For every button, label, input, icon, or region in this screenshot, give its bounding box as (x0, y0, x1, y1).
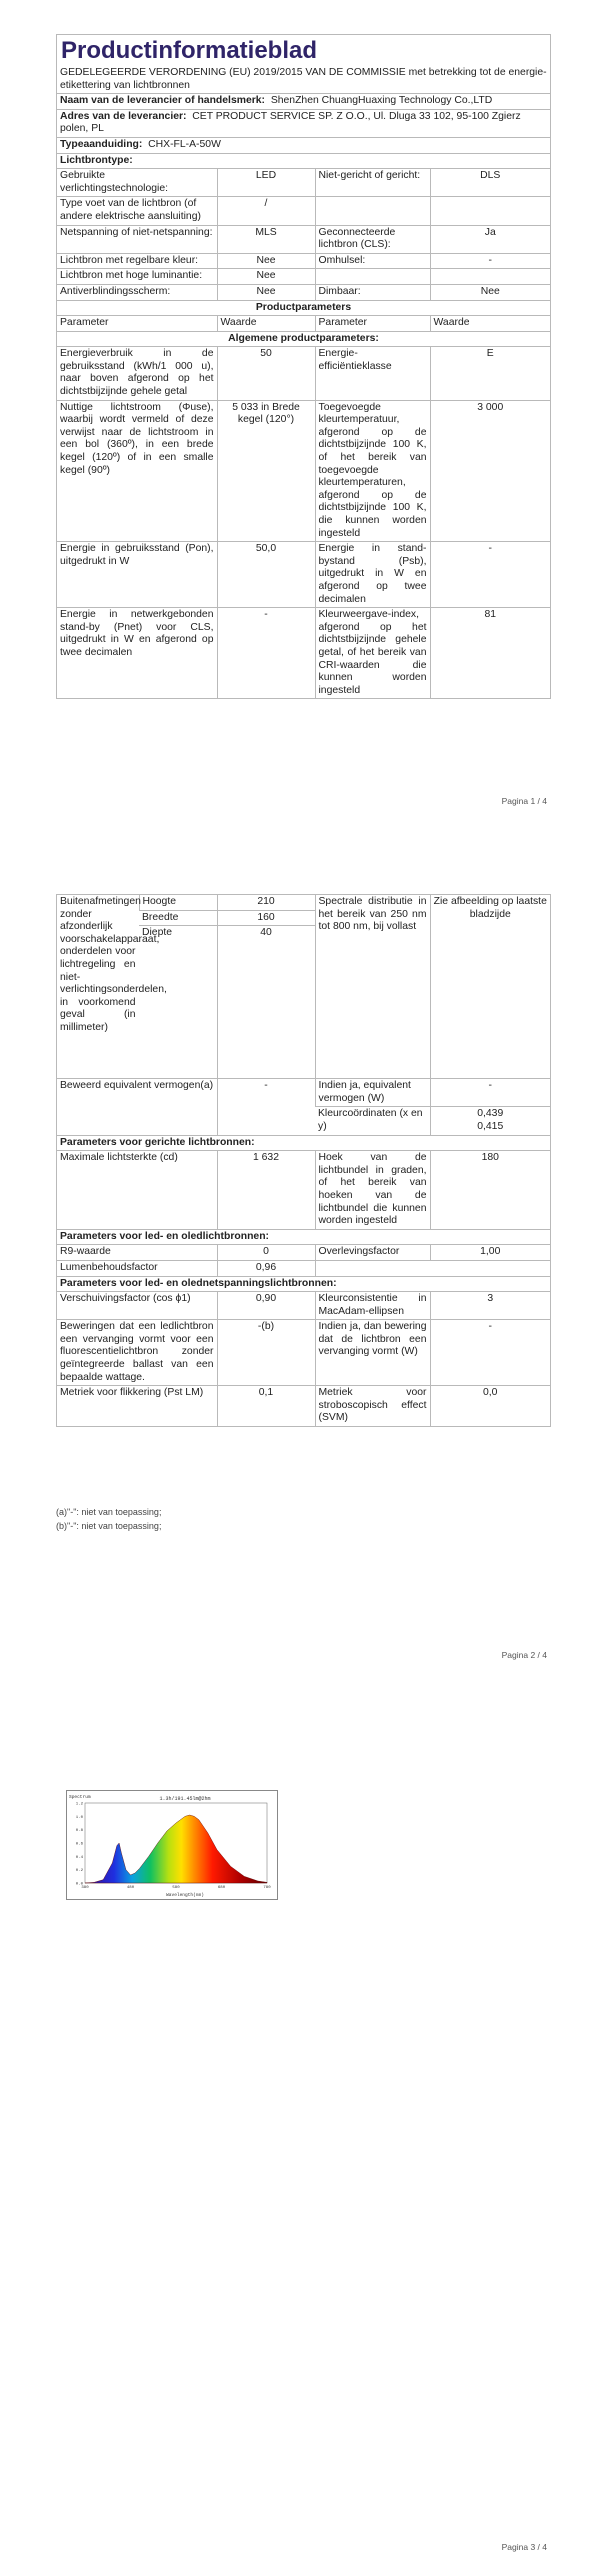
cell-label: Diepte (139, 926, 217, 1079)
table-row (57, 1229, 550, 1245)
plot-area (76, 1803, 271, 1891)
cell-label (315, 269, 430, 285)
info-sheet-continued (56, 894, 551, 1427)
cell-label: Verschuivingsfactor (cos ϕ1) (57, 1292, 217, 1320)
page-3 (0, 1720, 603, 2560)
page-number: Pagina 3 / 4 (501, 2542, 547, 2552)
cell-label (57, 1079, 217, 1135)
address-row (57, 109, 550, 137)
column-header: Waarde (430, 316, 550, 332)
cell-label (315, 197, 430, 225)
cell-label: Energie in stand-bystand (Psb), uitgedrukt in W en afgerond op twee decimalen (315, 542, 430, 608)
dims-table (57, 895, 550, 1426)
cell-label: Metriek voor stroboscopisch effect (SVM) (315, 1386, 430, 1426)
cell-label: Energie-efficiëntieklasse (315, 347, 430, 400)
table-row (57, 269, 550, 285)
chromaticity-y: 0,415 (477, 1120, 504, 1132)
regulation-text: GEDELEGEERDE VERORDENING (EU) 2019/2015 VAN DE COMMISSIE met betrekking tot de energie-etikettering van lichtbronnen (60, 67, 547, 91)
cell-value: MLS (217, 225, 315, 253)
page-title: Productinformatieblad (61, 37, 318, 64)
cell-value: - (430, 542, 550, 608)
cell-value: Nee (217, 284, 315, 300)
cell-label: Energie in netwerkgebonden stand-by (Pnet) voor CLS, uitgedrukt in W en afgerond op twee decimalen (57, 608, 217, 699)
y-tick-label: 0.6 (75, 1842, 83, 1847)
address-value: CET PRODUCT SERVICE SP. Z O.O., Ul. Dluga 33 102, 95-100 Zgierz polen, PL (60, 110, 521, 135)
cell-label: Netspanning of niet-netspanning: (57, 225, 217, 253)
cell-value: 180 (430, 1151, 550, 1230)
cell-value (430, 269, 550, 285)
cell-label: Spectrale distributie in het bereik van 250 nm tot 800 nm, bij vollast (315, 895, 430, 1079)
chromaticity-x: 0,439 (477, 1108, 504, 1120)
column-header: Parameter (57, 316, 217, 332)
cell-value: Zie afbeelding op laatste bladzijde (430, 895, 550, 1079)
cell-label: Indien ja, equivalent vermogen (W) (315, 1079, 430, 1107)
table-row (57, 1135, 550, 1151)
table-row (57, 1386, 550, 1426)
product-params-heading: Productparameters (57, 300, 550, 316)
model-label: Typeaanduiding: (60, 138, 143, 150)
cell-label: Toegevoegde kleurtemperatuur, afgerond op de dichtstbijzijnde 100 K, of het bereik van toegevoegde kleurtemperaturen, afgerond op de dichtstbijzijnde 100 K, die kunnen worden ingesteld (315, 400, 430, 542)
led-params-heading: Parameters voor led- en oledlichtbronnen: (57, 1229, 550, 1245)
cell-value: 0,0 (430, 1386, 550, 1426)
page-number: Pagina 1 / 4 (501, 796, 547, 806)
cell-value: Ja (430, 225, 550, 253)
y-tick-label: 0.4 (75, 1855, 83, 1860)
page-1 (0, 0, 603, 810)
table-row (57, 1245, 550, 1261)
mains-params-heading: Parameters voor led- en olednetspanningslichtbronnen: (57, 1276, 550, 1292)
cell-value: - (430, 1320, 550, 1386)
cell-value: - (430, 1079, 550, 1107)
cell-value: 210 (217, 895, 315, 910)
cell-label: Overlevingsfactor (315, 1245, 430, 1261)
table-row (57, 253, 550, 269)
info-sheet (56, 34, 551, 699)
cell-value: Nee (217, 269, 315, 285)
cell-label: Lumenbehoudsfactor (57, 1260, 217, 1276)
cell-value: DLS (430, 169, 550, 197)
cell-label: Kleurcoördinaten (x en y) (315, 1107, 430, 1135)
general-params-heading: Algemene productparameters: (57, 331, 550, 347)
cell-value: LED (217, 169, 315, 197)
cell-value: 0,96 (217, 1260, 315, 1276)
table-row (57, 1276, 550, 1292)
spectrum-chart (66, 1790, 278, 1900)
cell-value: E (430, 347, 550, 400)
column-header: Waarde (217, 316, 315, 332)
cell-value: 0,90 (217, 1292, 315, 1320)
table-row (57, 1079, 550, 1107)
page-2 (0, 860, 603, 1670)
cell-label: Niet-gericht of gericht: (315, 169, 430, 197)
cell-label: Lichtbron met regelbare kleur: (57, 253, 217, 269)
x-tick-label: 780 (263, 1886, 271, 1890)
cell-value: Nee (430, 284, 550, 300)
cell-value: 160 (217, 910, 315, 926)
cell-value: 1 632 (217, 1151, 315, 1230)
y-axis-label: Spectrum (69, 1795, 91, 1800)
table-row (57, 542, 550, 608)
cell-value (430, 1107, 550, 1135)
cell-value: 40 (217, 926, 315, 1079)
x-tick-label: 680 (217, 1886, 226, 1890)
spectrum-svg (67, 1791, 277, 1899)
cell-label: Antiverblindingsscherm: (57, 284, 217, 300)
cell-value: 50,0 (217, 542, 315, 608)
cell-label: Lichtbron met hoge luminantie: (57, 269, 217, 285)
table-row (57, 347, 550, 400)
cell-label: Omhulsel: (315, 253, 430, 269)
x-axis-label: Wavelength(nm) (166, 1893, 204, 1898)
cell-label: Hoek van de lichtbundel in graden, of het bereik van hoeken van de lichtbundel die kunnen worden ingesteld (315, 1151, 430, 1230)
y-tick-label: 1.0 (75, 1815, 83, 1820)
x-tick-label: 380 (81, 1886, 89, 1890)
cell-value: 81 (430, 608, 550, 699)
cell-label: Energieverbruik in de gebruiksstand (kWh/1 000 u), naar boven afgerond op het dichtstbijzijnde gehele getal (57, 347, 217, 400)
directional-params-heading: Parameters voor gerichte lichtbronnen: (57, 1135, 550, 1151)
cell-label: Hoogte (139, 895, 217, 910)
cell-label: Geconnecteerde lichtbron (CLS): (315, 225, 430, 253)
y-tick-label: 0.0 (75, 1882, 83, 1887)
cell-label: Kleurweergave-index, afgerond op het dichtstbijzijnde gehele getal, of het bereik van CRI-waarden die kunnen worden ingesteld (315, 608, 430, 699)
cell-value: 0 (217, 1245, 315, 1261)
table-row (57, 169, 550, 197)
y-tick-label: 0.2 (75, 1869, 83, 1874)
equivalent-power-label: Beweerd equivalent vermogen(a) (60, 1080, 214, 1092)
cell-label: Metriek voor flikkering (Pst LM) (57, 1386, 217, 1426)
model-row (57, 137, 550, 153)
cell-empty (315, 1260, 550, 1276)
cell-label: Breedte (139, 910, 217, 926)
supplier-row (57, 93, 550, 109)
cell-value: 3 000 (430, 400, 550, 542)
address-label: Adres van de leverancier: (60, 110, 187, 122)
page-number: Pagina 2 / 4 (501, 1650, 547, 1660)
cell-value: Nee (217, 253, 315, 269)
cell-value: / (217, 197, 315, 225)
cell-value: 1,00 (430, 1245, 550, 1261)
cell-label: Type voet van de lichtbron (of andere elektrische aansluiting) (57, 197, 217, 225)
table-row (57, 400, 550, 542)
cell-value: 0,1 (217, 1386, 315, 1426)
table-row (57, 1292, 550, 1320)
lightsource-table (57, 168, 550, 698)
lightsource-type-heading: Lichtbrontype: (57, 153, 550, 169)
cell-value: 5 033 in Brede kegel (120°) (217, 400, 315, 542)
y-tick-label: 1.2 (75, 1802, 83, 1807)
table-row (57, 895, 550, 910)
model-value: CHX-FL-A-50W (148, 138, 221, 150)
cell-label: Kleurconsistentie in MacAdam-ellipsen (315, 1292, 430, 1320)
cell-value: - (430, 253, 550, 269)
cell-label: Buitenafmetingen zonder afzonderlijk voorschakelapparaat, onderdelen voor lichtregeling en niet-verlichtingsonderdelen, in voorkomend geval (in millimeter) (60, 896, 167, 1033)
table-row (57, 1320, 550, 1386)
table-row (57, 1151, 550, 1230)
table-row (57, 197, 550, 225)
supplier-label: Naam van de leverancier of handelsmerk: (60, 95, 266, 107)
y-tick-label: 0.8 (75, 1829, 83, 1834)
spectrum-area (85, 1815, 267, 1883)
table-row (57, 284, 550, 300)
cell-label: Dimbaar: (315, 284, 430, 300)
table-row (57, 225, 550, 253)
footnote-a: (a)"-": niet van toepassing; (56, 1507, 162, 1517)
cell-value: - (217, 608, 315, 699)
cell-label: Gebruikte verlichtingstechnologie: (57, 169, 217, 197)
column-header: Parameter (315, 316, 430, 332)
footnote-b: (b)"-": niet van toepassing; (56, 1521, 162, 1531)
cell-value: 50 (217, 347, 315, 400)
cell-value: 3 (430, 1292, 550, 1320)
chart-title: 1.3h/191.45lm@2hm (159, 1796, 211, 1802)
table-row (57, 1260, 550, 1276)
footnotes (56, 1505, 161, 1533)
cell-label: Maximale lichtsterkte (cd) (57, 1151, 217, 1230)
cell-label: Nuttige lichtstroom (Φuse), waarbij wordt vermeld of deze verwijst naar de lichtstroom in een bol (360º), in een brede kegel (120º) of in een smalle kegel (90º) (57, 400, 217, 542)
table-row (57, 300, 550, 316)
table-header-row (57, 316, 550, 332)
cell-label: R9-waarde (57, 1245, 217, 1261)
supplier-value: ShenZhen ChuangHuaxing Technology Co.,LTD (270, 95, 493, 107)
table-row (57, 331, 550, 347)
cell-value: - (217, 1079, 315, 1135)
x-tick-label: 580 (172, 1886, 180, 1890)
cell-label: Indien ja, dan bewering dat de lichtbron een vervanging vormt (W) (315, 1320, 430, 1386)
x-tick-label: 480 (126, 1886, 135, 1890)
table-row (57, 608, 550, 699)
cell-label: Energie in gebruiksstand (Pon), uitgedrukt in W (57, 542, 217, 608)
cell-value: -(b) (217, 1320, 315, 1386)
cell-value (430, 197, 550, 225)
cell-label: Beweringen dat een ledlichtbron een vervanging vormt voor een fluorescentielichtbron zonder geïntegreerde ballast van een bepaalde wattage. (57, 1320, 217, 1386)
